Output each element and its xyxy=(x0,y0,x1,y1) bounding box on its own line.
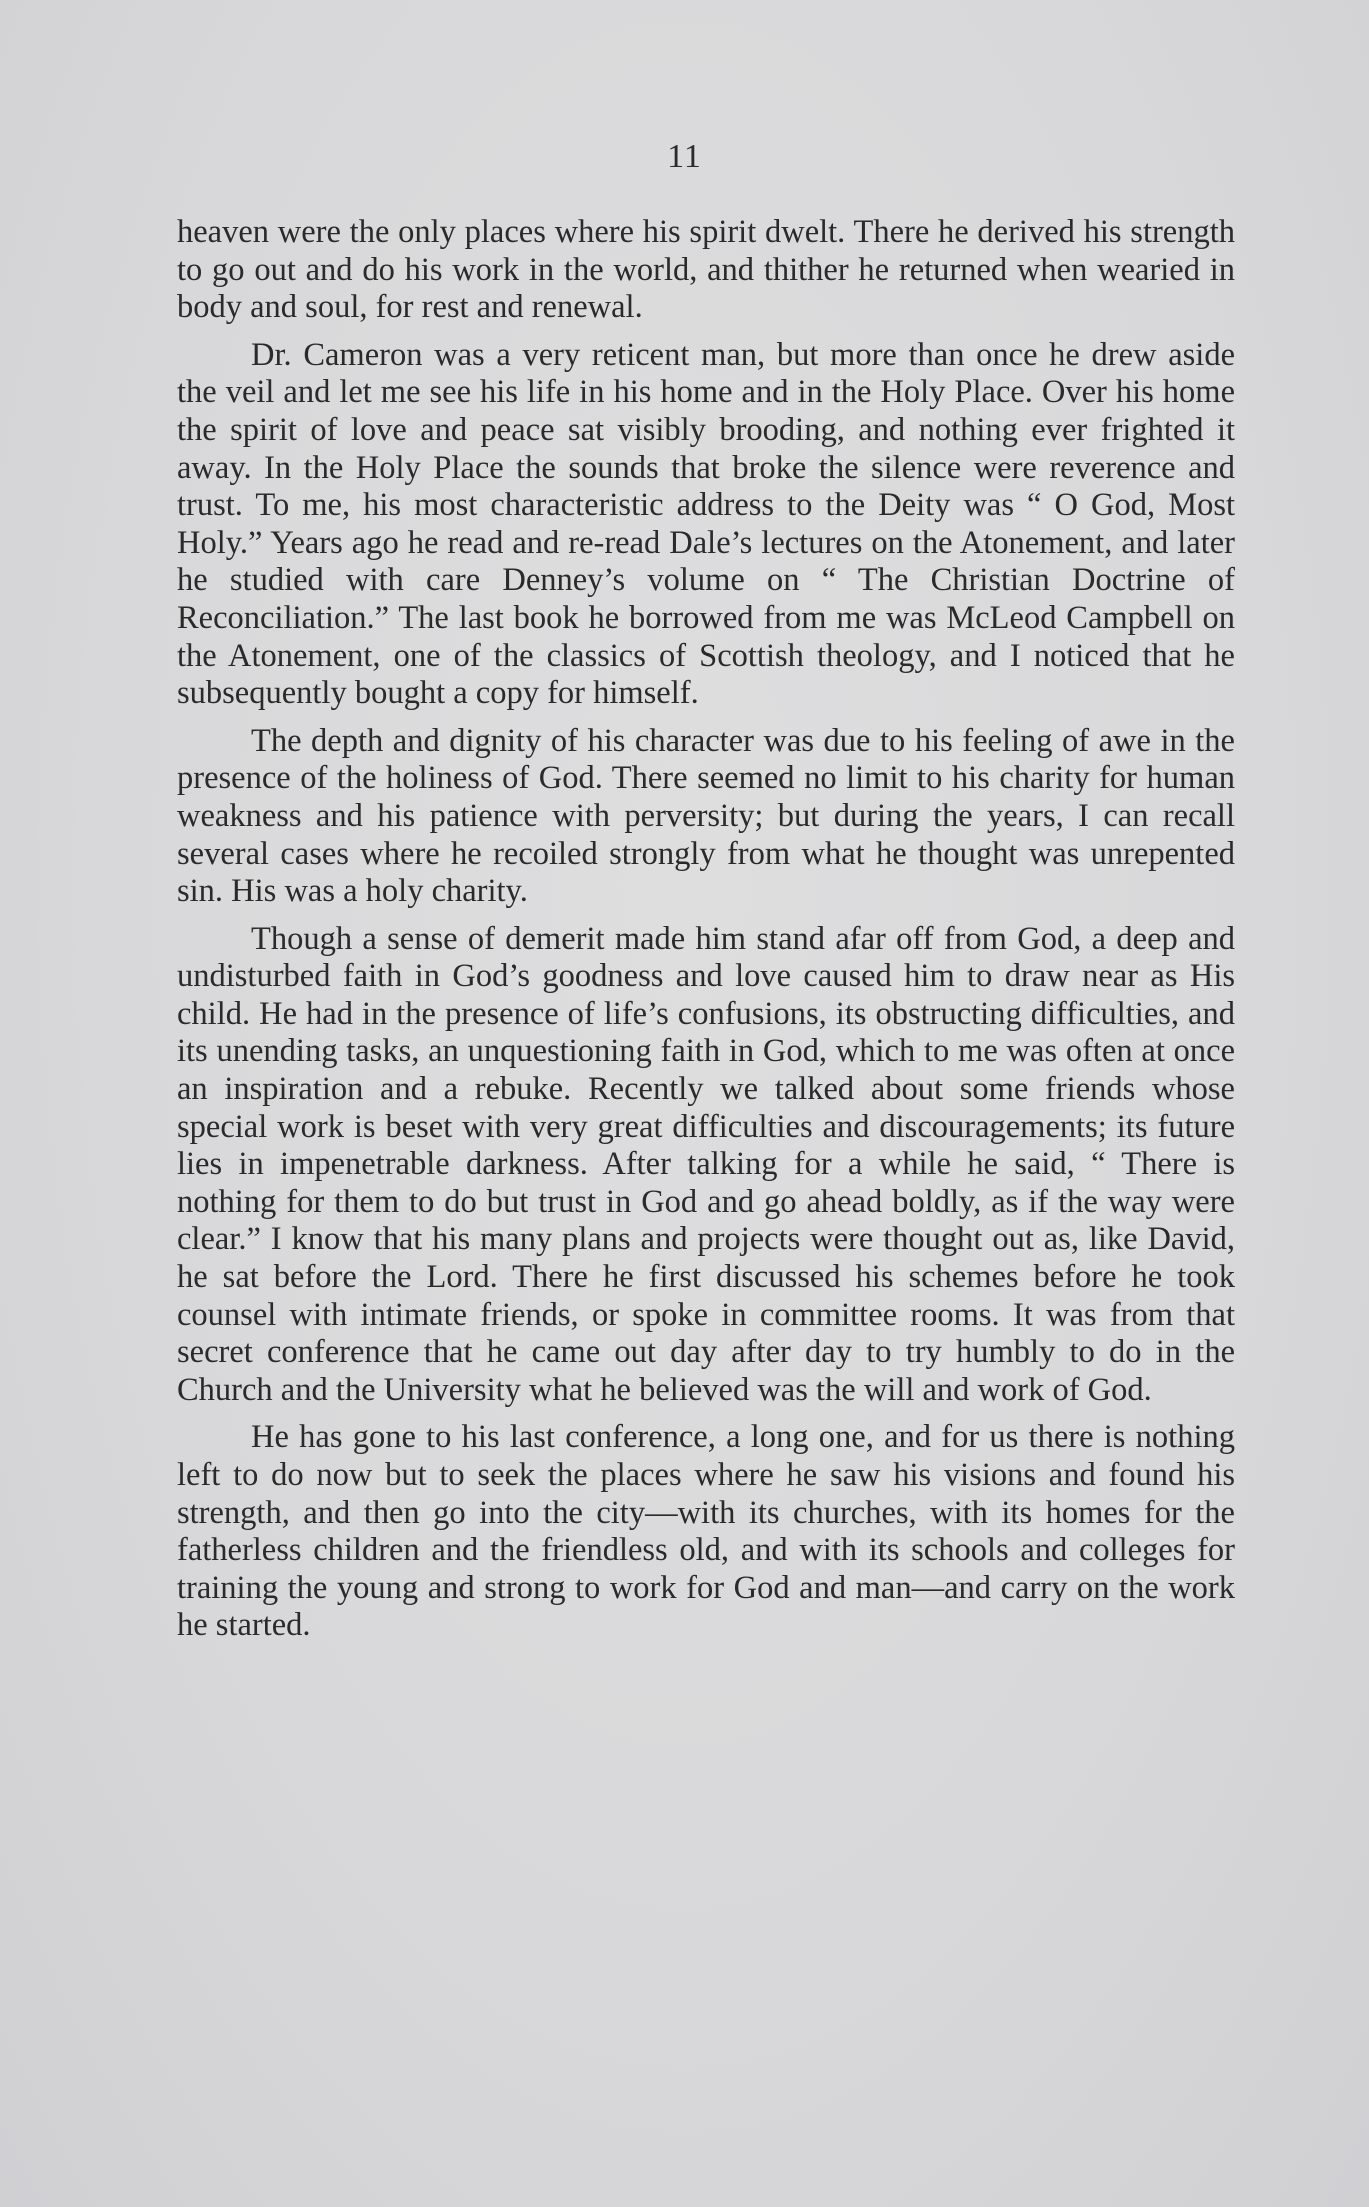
paragraph-3: The depth and dignity of his character was due to his feeling of awe in the presence of the holiness of God. There seemed no limit to his charity for human weakness and his patience with perversity; but during the years, I can recall several cases where he recoiled strongly from what he thought was unrepented sin. His was a holy charity. xyxy=(177,722,1235,910)
body-text xyxy=(177,214,1235,1655)
paragraph-1: heaven were the only places where his spirit dwelt. There he derived his strength to go out and do his work in the world, and thither he returned when wearied in body and soul, for rest and renewal. xyxy=(177,214,1235,326)
paragraph-4: Though a sense of demerit made him stand afar off from God, a deep and undisturbed faith in God’s goodness and love caused him to draw near as His child. He had in the presence of life’s confusions, its obstructing difficulties, and its unending tasks, an unquestioning faith in God, which to me was often at once an inspiration and a rebuke. Recently we talked about some friends whose special work is beset with very great difficulties and discouragements; its future lies in impenetrable darkness. After talking for a while he said, “ There is nothing for them to do but trust in God and go ahead boldly, as if the way were clear.” I know that his many plans and projects were thought out as, like David, he sat before the Lord. There he first discussed his schemes before he took counsel with intimate friends, or spoke in committee rooms. It was from that secret conference that he came out day after day to try humbly to do in the Church and the University what he believed was the will and work of God. xyxy=(177,920,1235,1408)
paragraph-2: Dr. Cameron was a very reticent man, but more than once he drew aside the veil and let me see his life in his home and in the Holy Place. Over his home the spirit of love and peace sat visibly brooding, and nothing ever frighted it away. In the Holy Place the sounds that broke the silence were reverence and trust. To me, his most characteristic address to the Deity was “ O God, Most Holy.” Years ago he read and re-read Dale’s lectures on the Atonement, and later he studied with care Denney’s volume on “ The Christian Doctrine of Reconciliation.” The last book he borrowed from me was McLeod Campbell on the Atonement, one of the classics of Scottish theology, and I noticed that he subsequently bought a copy for himself. xyxy=(177,336,1235,712)
page-number: 11 xyxy=(667,138,702,175)
paragraph-5: He has gone to his last conference, a long one, and for us there is nothing left to do now but to seek the places where he saw his visions and found his strength, and then go into the city—with its churches, with its homes for the fatherless children and the friendless old, and with its schools and colleges for training the young and strong to work for God and man—and carry on the work he started. xyxy=(177,1419,1235,1644)
